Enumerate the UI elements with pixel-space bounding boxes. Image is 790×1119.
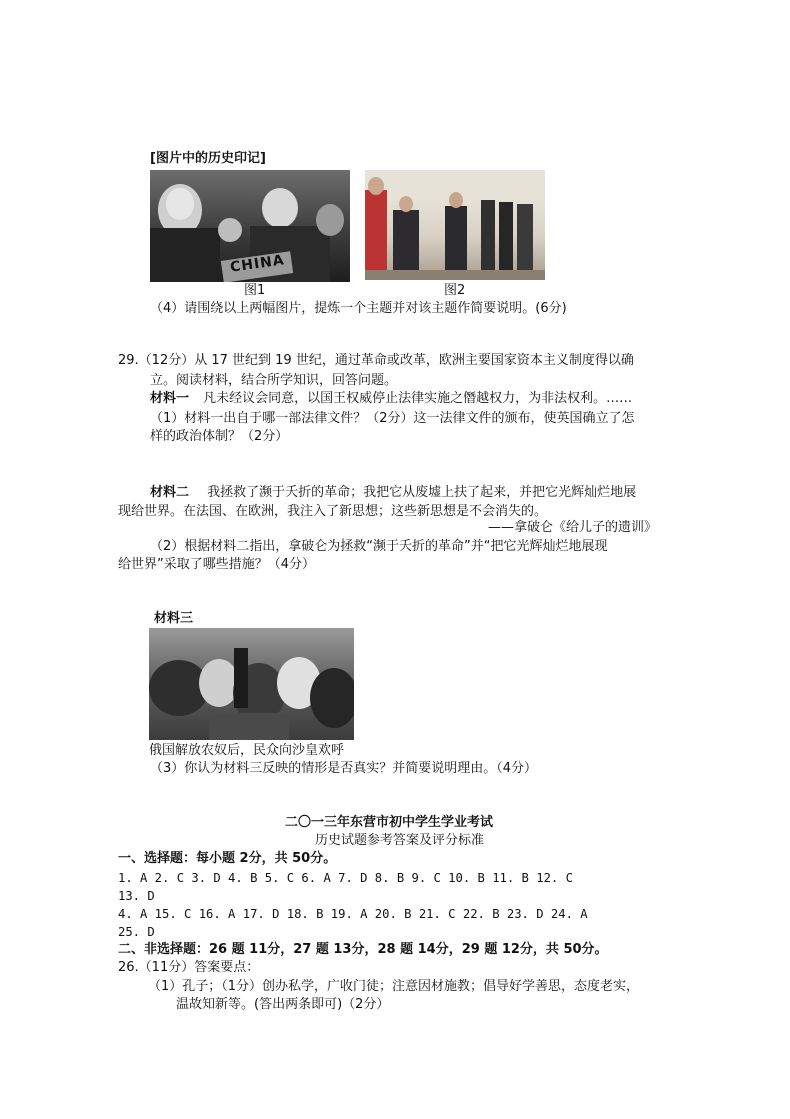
material-3-caption: 俄国解放农奴后，民众向沙皇欢呼: [149, 743, 345, 758]
answers-section-2: 二、非选择题：26 题 11分，27 题 13分，28 题 14分，29 题 12分，共 50分。: [118, 942, 608, 957]
answers-title: 二〇一三年东营市初中学生学业考试: [285, 815, 494, 830]
q29-line-2: 立。阅读材料，结合所学知识，回答问题。: [150, 373, 398, 388]
material-2-source: ——拿破仑《给儿子的遗训》: [488, 520, 658, 535]
answers-row-3: 4. A 15. C 16. A 17. D 18. B 19. A 20. B 21. C 22. B 23. D 24. A: [118, 907, 588, 921]
material-1-label: 材料一: [150, 391, 190, 406]
answers-q26-header: 26.（11分）答案要点：: [118, 960, 260, 975]
question-4: （4）请围绕以上两幅图片，提炼一个主题并对该主题作简要说明。(6分): [150, 301, 567, 316]
q29-sub1-line-1: （1）材料一出自于哪一部法律文件？（2分）这一法律文件的颁布，使英国确立了怎: [150, 411, 635, 426]
q29-sub2-line-1: （2）根据材料二指出，拿破仑为拯救“濒于夭折的革命”并“把它光辉灿烂地展现: [150, 539, 608, 554]
q29-sub3: （3）你认为材料三反映的情形是否真实？并简要说明理由。（4分）: [150, 761, 538, 776]
section-title: [图片中的历史印记]: [150, 151, 266, 166]
material-3-image: [149, 628, 354, 740]
figure-1-caption: 图1: [244, 283, 266, 298]
material-2-label: 材料二: [150, 485, 190, 500]
answers-row-1: 1. A 2. C 3. D 4. B 5. C 6. A 7. D 8. B 9. C 10. B 11. B 12. C: [118, 871, 573, 885]
material-2-line-2: 现给世界。在法国、在欧洲，我注入了新思想；这些新思想是不会消失的。: [118, 504, 548, 519]
answers-row-4: 25. D: [118, 925, 155, 939]
answers-row-2: 13. D: [118, 889, 155, 903]
figure-2-photo: [365, 170, 545, 280]
answers-subtitle: 历史试题参考答案及评分标准: [315, 833, 485, 848]
q29-sub1-line-2: 样的政治体制？（2分）: [150, 429, 289, 444]
answers-q26-1-line-1: （1）孔子；（1分）创办私学，广收门徒；注意因材施教；倡导好学善思，态度老实，: [148, 979, 640, 994]
material-1-text: 凡未经议会同意，以国王权威停止法律实施之僭越权力，为非法权利。……: [203, 391, 633, 406]
figure-1-photo: [150, 170, 350, 282]
material-2-line-1: 我拯救了濒于夭折的革命；我把它从废墟上扶了起来，并把它光辉灿烂地展: [207, 485, 637, 500]
answers-q26-1-line-2: 温故知新等。(答出两条即可)（2分）: [176, 997, 390, 1012]
figure-2-caption: 图2: [444, 283, 466, 298]
q29-line-1: 29.（12分）从 17 世纪到 19 世纪，通过革命或改革，欧洲主要国家资本主义制度得以确: [118, 353, 634, 368]
answers-section-1: 一、选择题：每小题 2分，共 50分。: [118, 851, 337, 866]
china-sign: CHINA: [229, 252, 286, 276]
material-3-label: 材料三: [154, 611, 194, 626]
q29-sub2-line-2: 给世界”采取了哪些措施？（4分）: [118, 557, 316, 572]
